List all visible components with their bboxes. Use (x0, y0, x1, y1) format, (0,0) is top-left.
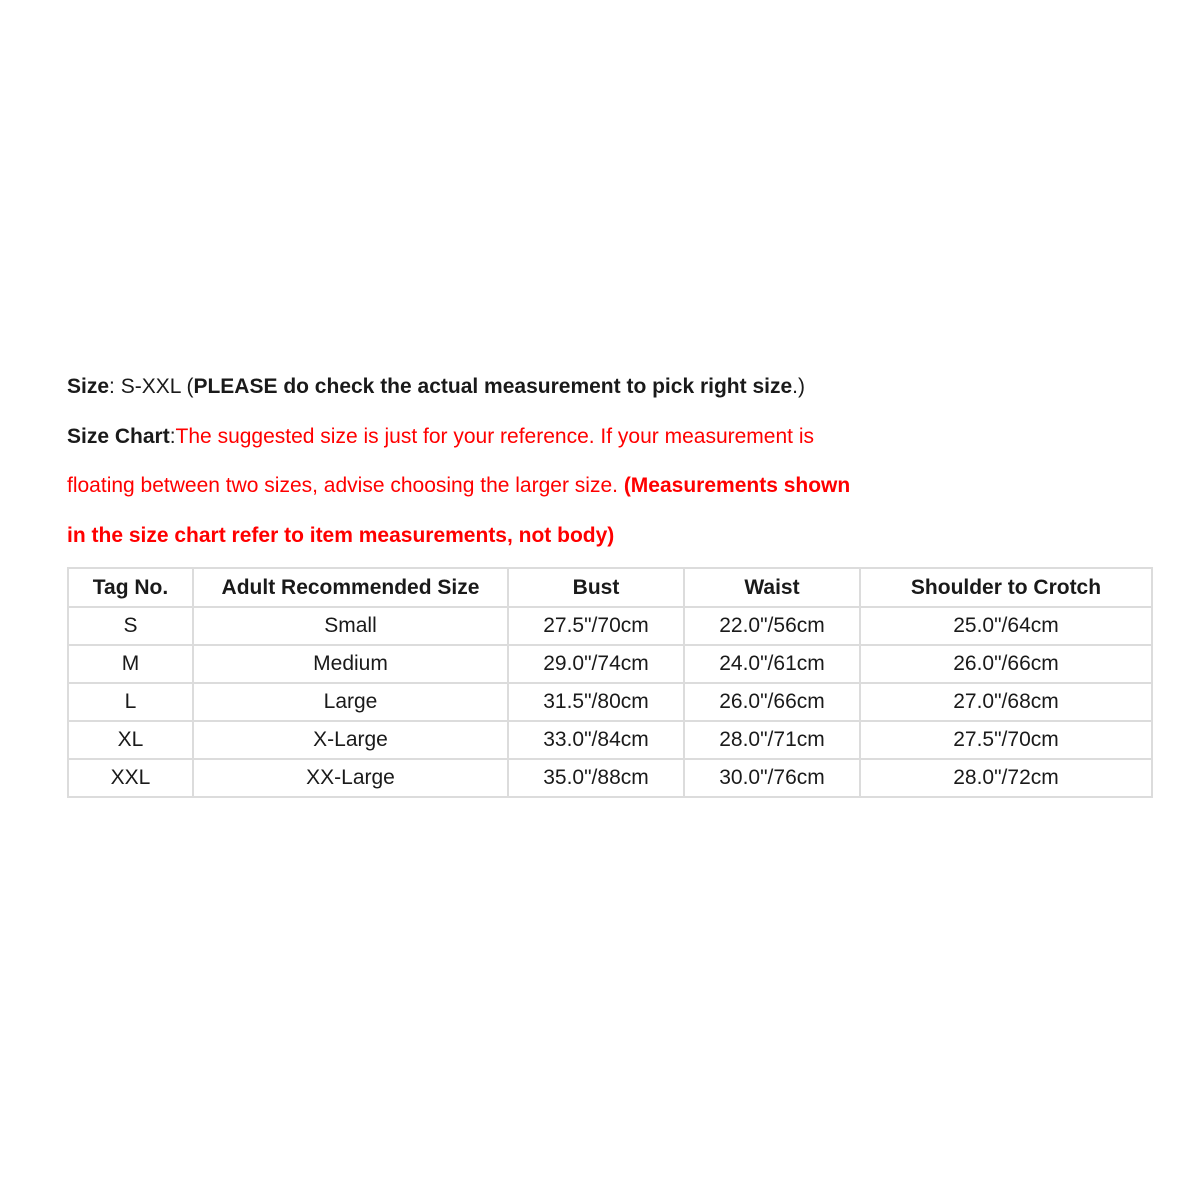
size-chart-table (67, 567, 1153, 798)
cell-adult-size: X-Large (193, 721, 508, 759)
size-chart-separator: : (169, 424, 176, 448)
size-paren-close: .) (792, 375, 805, 398)
size-note: do check the actual measurement to pick right size (277, 375, 793, 398)
size-chart-label: Size Chart (67, 424, 170, 448)
size-chart-note-line3 (67, 511, 1167, 561)
cell-bust: 35.0"/88cm (508, 759, 684, 797)
header-adult-recommended-size: Adult Recommended Size (193, 568, 508, 607)
table-row (68, 607, 1152, 645)
header-waist: Waist (684, 568, 860, 607)
cell-waist: 28.0"/71cm (684, 721, 860, 759)
header-bust: Bust (508, 568, 684, 607)
table-row (68, 645, 1152, 683)
size-chart-note-line2-bold: (Measurements shown (623, 474, 851, 497)
header-shoulder-to-crotch: Shoulder to Crotch (860, 568, 1152, 607)
size-chart-line (67, 412, 1167, 462)
cell-waist: 26.0"/66cm (684, 683, 860, 721)
header-tag-no: Tag No. (68, 568, 193, 607)
cell-tag-no: S (68, 607, 193, 645)
cell-shoulder-to-crotch: 27.5"/70cm (860, 721, 1152, 759)
cell-tag-no: XXL (68, 759, 193, 797)
table-row (68, 721, 1152, 759)
cell-shoulder-to-crotch: 27.0"/68cm (860, 683, 1152, 721)
size-info-text (67, 362, 1167, 560)
size-chart-note-line2-text: floating between two sizes, advise choosing the larger size. (67, 474, 624, 497)
size-chart-note-line3-bold: in the size chart refer to item measurements, not body) (67, 523, 615, 547)
table-header-row (68, 568, 1152, 607)
cell-tag-no: L (68, 683, 193, 721)
cell-bust: 33.0"/84cm (508, 721, 684, 759)
table-row (68, 759, 1152, 797)
cell-waist: 30.0"/76cm (684, 759, 860, 797)
cell-adult-size: Medium (193, 645, 508, 683)
size-range: S-XXL (120, 375, 181, 398)
size-paren-open: ( (180, 375, 194, 398)
size-label: Size (67, 375, 110, 398)
size-separator: : (109, 375, 121, 398)
size-please: PLEASE (193, 375, 278, 398)
size-chart-note-line2 (67, 461, 1167, 511)
cell-waist: 24.0"/61cm (684, 645, 860, 683)
cell-bust: 29.0"/74cm (508, 645, 684, 683)
cell-shoulder-to-crotch: 28.0"/72cm (860, 759, 1152, 797)
size-chart-note-line1: The suggested size is just for your reference. If your measurement is (175, 424, 814, 448)
size-line (67, 362, 1167, 412)
table-row (68, 683, 1152, 721)
cell-bust: 31.5"/80cm (508, 683, 684, 721)
cell-adult-size: XX-Large (193, 759, 508, 797)
cell-shoulder-to-crotch: 26.0"/66cm (860, 645, 1152, 683)
cell-adult-size: Large (193, 683, 508, 721)
cell-adult-size: Small (193, 607, 508, 645)
cell-shoulder-to-crotch: 25.0"/64cm (860, 607, 1152, 645)
cell-bust: 27.5"/70cm (508, 607, 684, 645)
cell-tag-no: M (68, 645, 193, 683)
cell-waist: 22.0"/56cm (684, 607, 860, 645)
cell-tag-no: XL (68, 721, 193, 759)
